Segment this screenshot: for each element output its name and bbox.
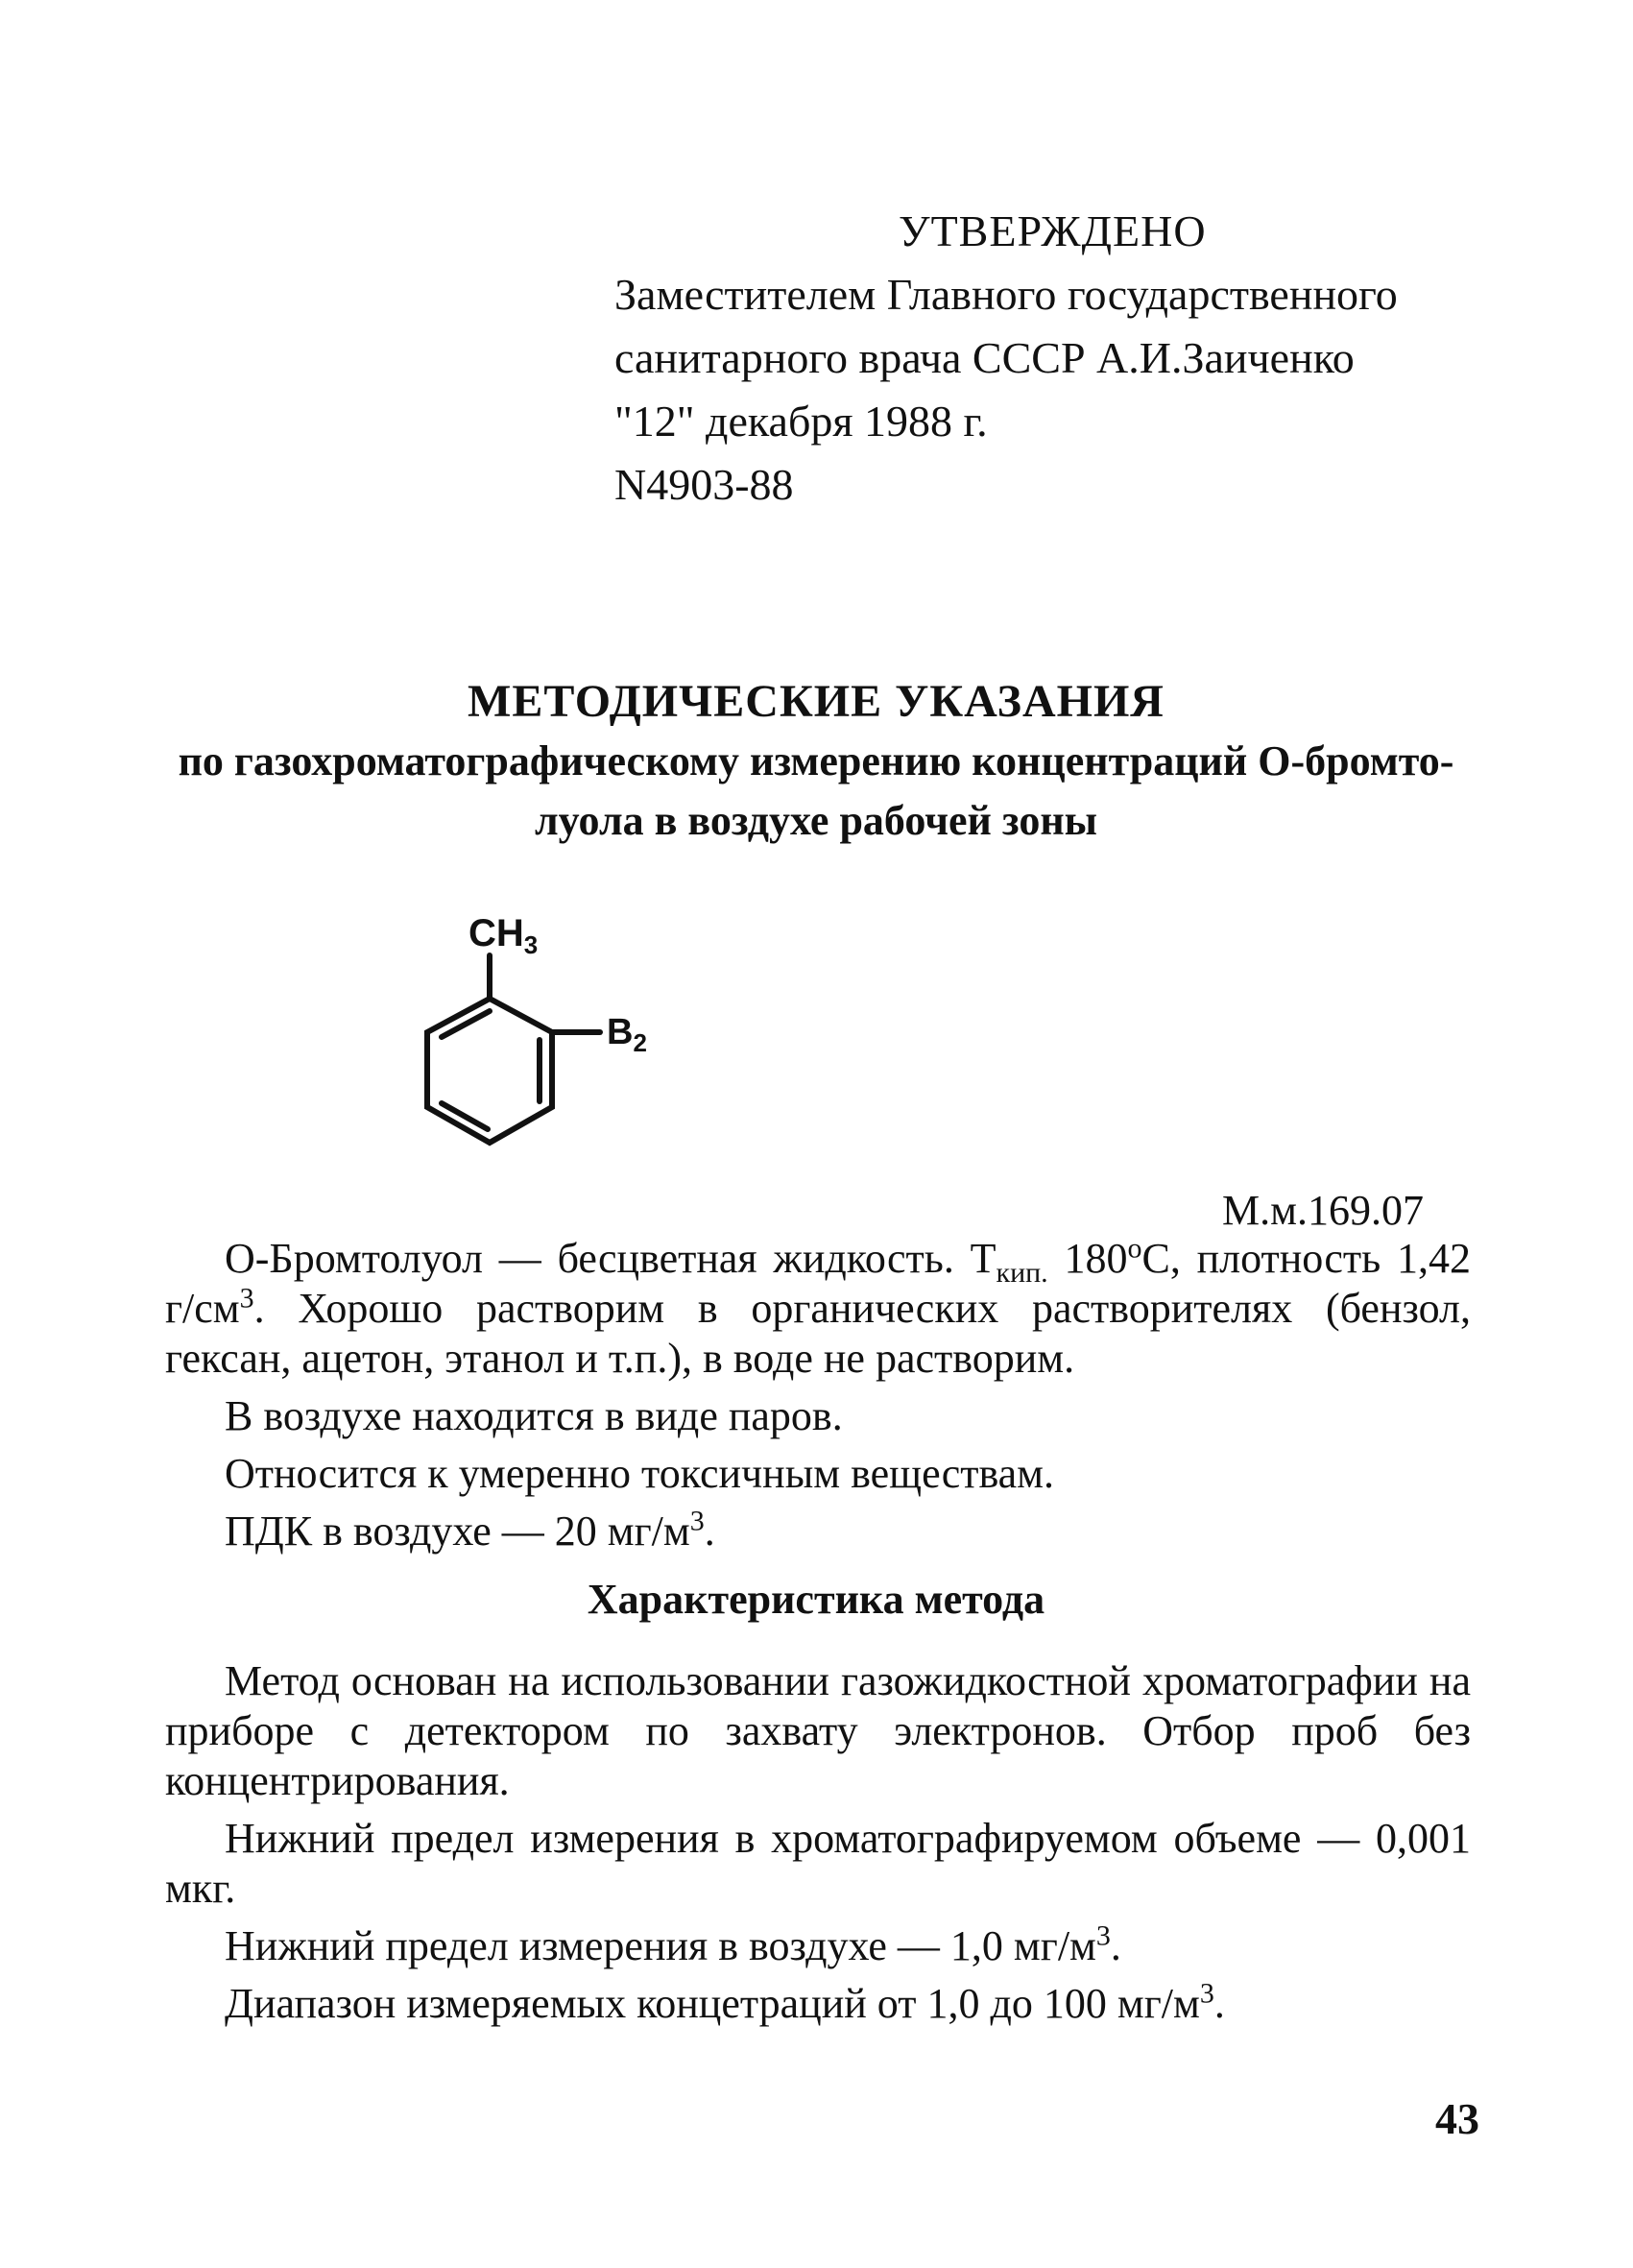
approval-line-1: Заместителем Главного государственного xyxy=(614,270,1398,319)
approval-heading: УТВЕРЖДЕНО xyxy=(899,206,1207,255)
bromo-label: $B_2$ xyxy=(607,1012,647,1057)
approval-date: "12" декабря 1988 г. xyxy=(614,397,988,446)
approval-stamp xyxy=(614,200,1478,517)
description-paragraph-3: Относится к умеренно токсичным веществам. xyxy=(225,1450,1055,1497)
description-paragraph-2: В воздухе находится в виде паров. xyxy=(225,1392,843,1439)
description-paragraph-4: ПДК в воздухе — 20 $мг/м^3$. xyxy=(225,1505,715,1555)
title-main: МЕТОДИЧЕСКИЕ УКАЗАНИЯ xyxy=(468,676,1165,727)
method-paragraph-1: Метод основан на использовании газожидкостной хроматографии на приборе с детектором по захвату электронов. Отбор проб без концентрирования. xyxy=(165,1657,1471,1804)
double-bond-line-1 xyxy=(442,1011,490,1037)
document-title xyxy=(115,672,1517,851)
molecular-mass: М.м.169.07 xyxy=(1222,1187,1424,1234)
methyl-label: $CH_3$ xyxy=(468,912,539,959)
approval-line-2: санитарного врача СССР А.И.Заиченко xyxy=(614,333,1355,382)
method-paragraph-3: Нижний предел измерения в воздухе — 1,0 $мг/м^3$. xyxy=(225,1919,1121,1969)
method-paragraph-2: Нижний предел измерения в хроматографируемом объеме — 0,001 мкг. xyxy=(165,1815,1471,1912)
substance-description xyxy=(165,1234,1471,1556)
benzene-ring xyxy=(427,999,552,1143)
section-title: Характеристика метода xyxy=(587,1576,1045,1623)
structural-formula xyxy=(384,898,710,1224)
approval-number: N4903-88 xyxy=(614,460,794,509)
title-subtitle-line-2: луола в воздухе рабочей зоны xyxy=(534,797,1098,844)
method-characteristics xyxy=(165,1656,1471,2029)
description-paragraph-1: О-Бромтолуол — бесцветная жидкость. $Т_{кип.}$ $180^оС$, плотность 1,42 $г/см^3$. Хорошо растворим в органических растворителях (бензол, гексан, ацетон, этанол и т.п.), в воде не растворим. xyxy=(165,1232,1471,1382)
method-paragraph-4: Диапазон измеряемых концетраций от 1,0 до 100 $мг/м^3$. xyxy=(225,1977,1225,2027)
page-number: 43 xyxy=(1435,2094,1479,2143)
title-subtitle-line-1: по газохроматографическому измерению концентраций О-бромто- xyxy=(178,737,1454,784)
